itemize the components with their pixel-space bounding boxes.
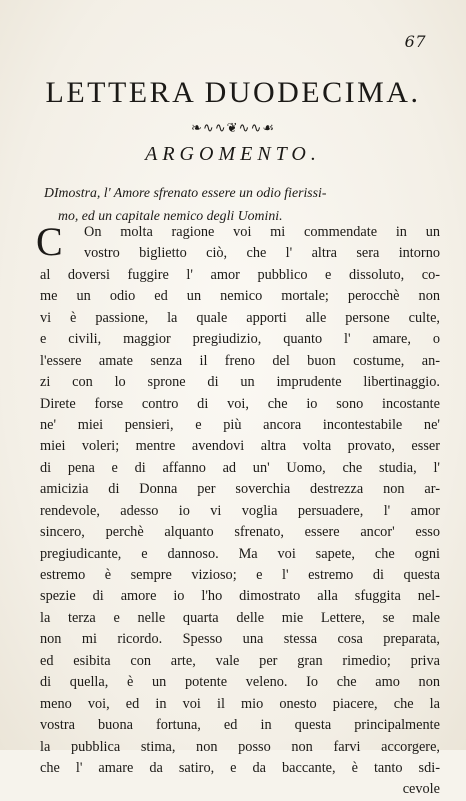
body-line: e civili, maggior pregiudizio, quanto l' amare, o — [40, 331, 440, 348]
body-line: Direte forse contro di voi, che io sono incostante — [40, 395, 440, 412]
body-line: estremo è sempre vizioso; e l' estremo di questa — [40, 567, 440, 583]
body-line: sincero, perchè alquanto sfrenato, essere ancor' esso — [40, 524, 440, 541]
body-line: rendevole, adesso io vi voglia persuadere, l' amor — [40, 502, 440, 519]
body-line: vostro biglietto ciò, che l' altra sera intorno — [84, 245, 440, 262]
catchword: cevole — [402, 781, 440, 798]
body-line: vi è passione, la quale apporti alle persone culte, — [40, 309, 440, 326]
body-line: miei voleri; mentre avendovi altra volta provato, esser — [40, 438, 440, 455]
body-line: la pubblica stima, non posso non farvi accorgere, — [40, 738, 440, 755]
body-line: On molta ragione voi mi commendate in un — [84, 224, 440, 240]
body-line: amicizia di Donna per soverchia destrezza non ar- — [40, 481, 440, 498]
body-line: vostra buona fortuna, ed in questa principalmente — [40, 717, 440, 734]
body-line: di pena e di affanno ad un' Uomo, che studia, l' — [40, 459, 440, 476]
body-line: l'essere amate senza il freno del buon costume, an- — [40, 352, 440, 369]
body-line: che l' amare da satiro, e da baccante, è tanto sdi- — [40, 759, 440, 776]
page-number: 67 — [404, 32, 426, 51]
argument-line: DImostra, l' Amore sfrenato essere un odio fierissi- — [44, 185, 327, 200]
body-line: pregiudicante, e dannoso. Ma voi sapete, che ogni — [40, 545, 440, 562]
body-line: non mi ricordo. Spesso una stessa cosa preparata, — [40, 631, 440, 648]
letter-title: LETTERA DUODECIMA. — [45, 76, 421, 109]
argument-heading: ARGOMENTO. — [145, 143, 321, 165]
body-line: ed esibita con arte, vale per gran rimedio; priva — [40, 652, 440, 669]
body-line: spezie di amore io l'ho dimostrato alla sfuggita nel- — [40, 588, 440, 605]
body-line: me un odio ed un nemico mortale; perocchè non — [40, 288, 440, 305]
body-line: al doversi fuggire l' amor pubblico e dissoluto, co- — [40, 266, 440, 283]
body-line: di quella, è un potente veleno. Io che amo non — [40, 674, 440, 691]
body-line: ne' miei pensieri, e più ancora incontestabile ne' — [40, 416, 440, 433]
drop-cap: C — [36, 219, 63, 264]
argument-line: mo, ed un capitale nemico degli Uomini. — [58, 208, 283, 223]
body-line: meno voi, ed in voi il mio onesto piacere, che la — [40, 695, 440, 712]
argument-summary — [44, 181, 436, 227]
letter-body — [40, 222, 440, 801]
ornament-divider: ❧∿∿❦∿∿☙ — [190, 121, 275, 136]
body-line: zi con lo sprone di un imprudente libertinaggio. — [40, 374, 440, 391]
body-line: la terza e nelle quarta delle mie Lettere, se male — [40, 609, 440, 626]
